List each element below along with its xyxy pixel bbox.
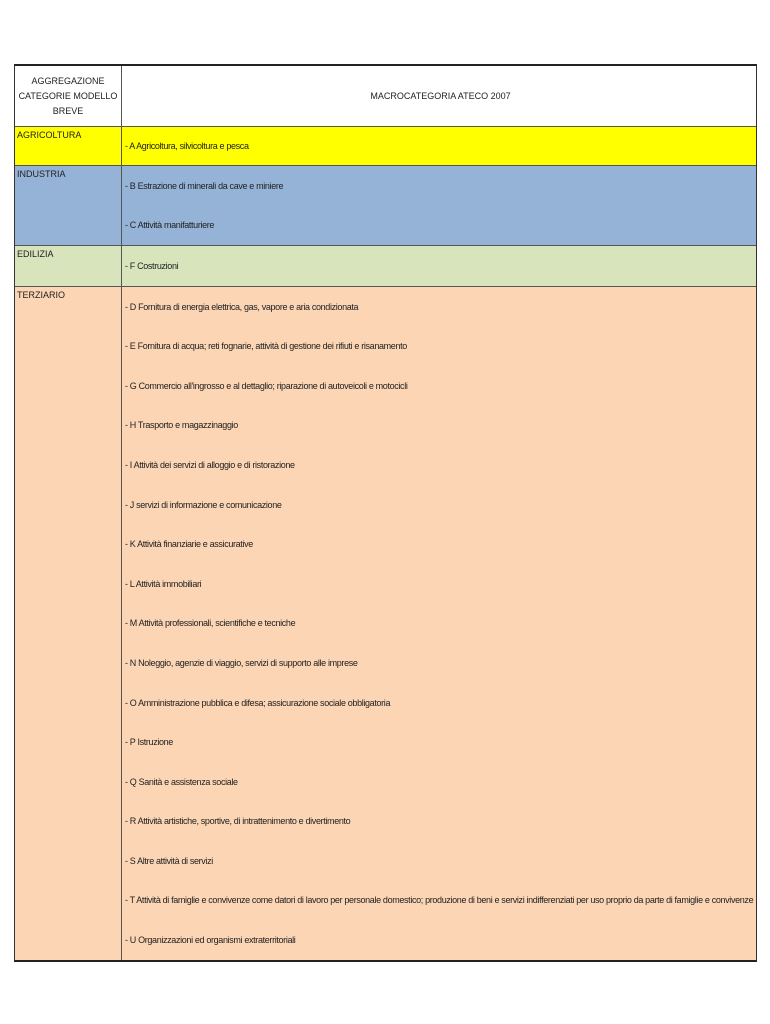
macrocategory-item: - S Altre attività di servizi [125,855,213,866]
macrocategory-list [122,246,756,286]
macrocategory-item: - E Fornitura di acqua; reti fognarie, attività di gestione dei rifiuti e risanamento [125,341,407,352]
ateco-table [14,64,757,962]
macrocategory-list [122,127,756,165]
macrocategory-item: - O Amministrazione pubblica e difesa; assicurazione sociale obbligatoria [125,697,391,708]
group-label: AGRICOLTURA [15,127,122,165]
macrocategory-item: - A Agricoltura, silvicoltura e pesca [125,141,249,151]
macrocategory-list [122,166,756,245]
macrocategory-item: - T Attività di famiglie e convivenze come datori di lavoro per personale domestico; produzione di beni e servizi indifferenziati per uso proprio da parte di famiglie e convivenze [125,895,754,906]
macrocategory-item: - N Noleggio, agenzie di viaggio, servizi di supporto alle imprese [125,657,358,668]
group-label: TERZIARIO [15,287,122,960]
macrocategory-item: - L Attività immobiliari [125,578,202,589]
macrocategory-item: - K Attività finanziarie e assicurative [125,539,253,550]
table-body [15,127,756,960]
table-header-row [15,66,756,127]
group-row-edilizia [15,246,756,287]
group-label: EDILIZIA [15,246,122,286]
macrocategory-item: - R Attività artistiche, sportive, di intrattenimento e divertimento [125,816,351,827]
macrocategory-item: - I Attività dei servizi di alloggio e di ristorazione [125,459,295,470]
header-aggregazione: AGGREGAZIONE CATEGORIE MODELLO BREVE [15,66,122,126]
macrocategory-item: - F Costruzioni [125,260,179,271]
macrocategory-item: - C Attività manifatturiere [125,220,215,231]
macrocategory-item: - B Estrazione di minerali da cave e miniere [125,180,284,191]
macrocategory-item: - D Fornitura di energia elettrica, gas, vapore e aria condizionata [125,301,359,312]
macrocategory-item: - U Organizzazioni ed organismi extraterritoriali [125,935,296,946]
macrocategory-item: - H Trasporto e magazzinaggio [125,420,238,431]
macrocategory-item: - Q Sanità e assistenza sociale [125,776,238,787]
macrocategory-item: - P Istruzione [125,737,173,748]
macrocategory-item: - G Commercio all'ingrosso e al dettaglio; riparazione di autoveicoli e motocicli [125,380,408,391]
header-macrocategoria: MACROCATEGORIA ATECO 2007 [370,91,511,101]
group-row-terziario [15,287,756,960]
group-row-industria [15,166,756,246]
macrocategory-list [122,287,756,960]
macrocategory-item: - M Attività professionali, scientifiche e tecniche [125,618,296,629]
group-row-agricoltura [15,127,756,166]
macrocategory-item: - J servizi di informazione e comunicazione [125,499,282,510]
group-label: INDUSTRIA [15,166,122,245]
